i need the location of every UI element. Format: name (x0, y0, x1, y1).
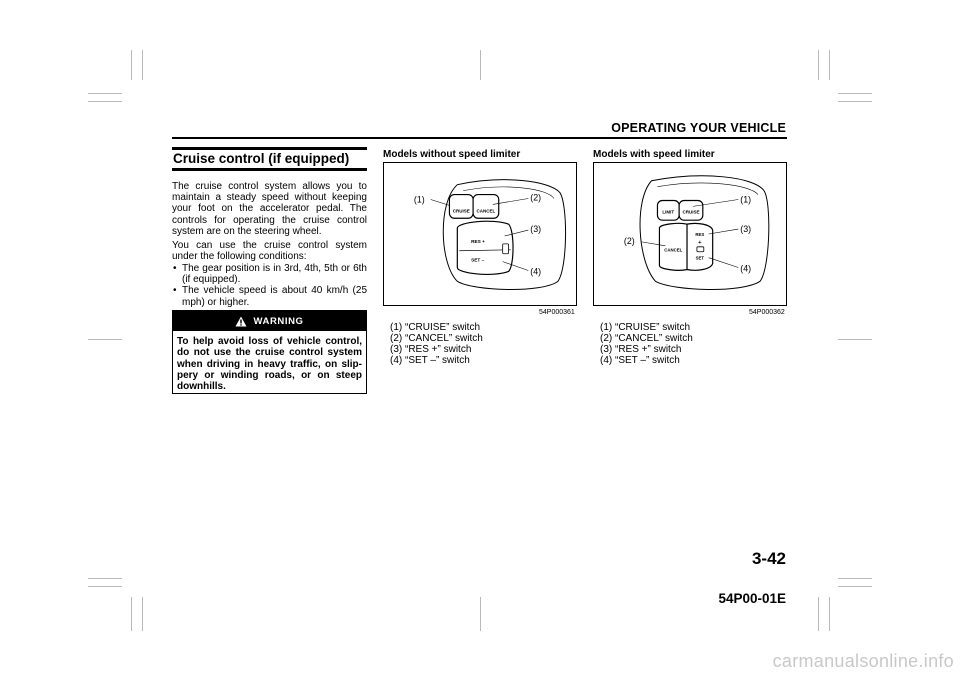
warning-header (173, 311, 366, 331)
figure2-callout-3: (3) (740, 224, 752, 235)
figure1-callout-2: (2) (530, 192, 542, 203)
figure2-id: 54P000362 (749, 309, 785, 316)
figure2-callout-4: (4) (740, 263, 752, 274)
figure2-callout-1: (1) (740, 194, 752, 205)
page-number: 3-42 (751, 549, 786, 568)
crop-mark (838, 93, 872, 94)
crop-mark (131, 597, 132, 631)
crop-mark (818, 597, 819, 631)
cancel-button-label: CANCEL (664, 247, 683, 253)
list-item: (3) “RES +” switch (600, 344, 682, 355)
crop-mark (88, 578, 122, 579)
plus-sign-label: + (698, 239, 702, 246)
warning-triangle-icon (235, 316, 247, 327)
figure2-title: Models with speed limiter (593, 149, 715, 160)
intro-paragraph: The cruise control system allows you to maintain a steady speed without keeping your foot on the accelerator pedal. The controls for operating the cruise control system are on the steering wheel. (172, 181, 367, 237)
crop-mark (88, 586, 122, 587)
list-item: (1) “CRUISE” switch (600, 322, 691, 333)
figure1-callout-3: (3) (530, 224, 542, 235)
cancel-button-label: CANCEL (476, 208, 496, 214)
cruise-button-label: CRUISE (452, 208, 470, 214)
set-button-label: SET (695, 255, 705, 261)
running-header: OPERATING YOUR VEHICLE (611, 121, 786, 135)
crop-mark (480, 50, 481, 80)
figure1-callout-1: (1) (413, 194, 425, 205)
figure1-callout-4: (4) (530, 266, 542, 277)
list-item: (2) “CANCEL” switch (600, 333, 693, 344)
header-rule (172, 137, 787, 139)
list-item: (4) “SET –” switch (600, 355, 680, 366)
figure1-id: 54P000361 (539, 309, 575, 316)
figure2-legend (600, 322, 693, 366)
crop-mark (829, 50, 830, 80)
res-button-label: RES + (471, 239, 485, 245)
crop-mark (88, 101, 122, 102)
list-item: • The gear position is in 3rd, 4th, 5th or 6th (if equipped). (172, 263, 367, 285)
crop-mark (829, 597, 830, 631)
crop-mark (838, 578, 872, 579)
res-button-label: RES (695, 231, 705, 237)
crop-mark (818, 50, 819, 80)
list-item: • The vehicle speed is about 40 km/h (25 mph) or higher. (172, 285, 367, 307)
crop-mark (131, 50, 132, 80)
section-title: Cruise control (if equipped) (172, 147, 367, 171)
crop-mark (838, 101, 872, 102)
conditions-paragraph: You can use the cruise control system under the following conditions: (172, 240, 367, 263)
limit-button-label: LIMIT (662, 209, 675, 215)
list-item: (3) “RES +” switch (390, 344, 472, 355)
cruise-button-label: CRUISE (682, 209, 700, 215)
list-item: (4) “SET –” switch (390, 355, 470, 366)
conditions-list (172, 263, 367, 308)
document-code: 54P00-01E (718, 591, 786, 606)
figure1-steering-switch-illustration (383, 162, 577, 306)
set-button-label: SET – (471, 258, 485, 264)
figure1-legend (390, 322, 483, 366)
crop-mark (838, 339, 872, 340)
warning-label: WARNING (253, 315, 304, 327)
crop-mark (142, 597, 143, 631)
warning-box (172, 310, 367, 394)
crop-mark (838, 586, 872, 587)
list-item: (2) “CANCEL” switch (390, 333, 483, 344)
figure1-title: Models without speed limiter (383, 149, 521, 160)
figure2-steering-switch-illustration (593, 162, 787, 306)
crop-mark (88, 339, 122, 340)
watermark: carmanualsonline.info (772, 651, 954, 671)
figure2-callout-2: (2) (623, 235, 635, 246)
list-item: (1) “CRUISE” switch (390, 322, 481, 333)
crop-mark (480, 597, 481, 631)
warning-text: To help avoid loss of vehicle control, do not use the cruise control system when driving in heavy traffic, on slip-pery or winding roads, or on steep downhills. (177, 336, 362, 393)
crop-mark (88, 93, 122, 94)
crop-mark (142, 50, 143, 80)
